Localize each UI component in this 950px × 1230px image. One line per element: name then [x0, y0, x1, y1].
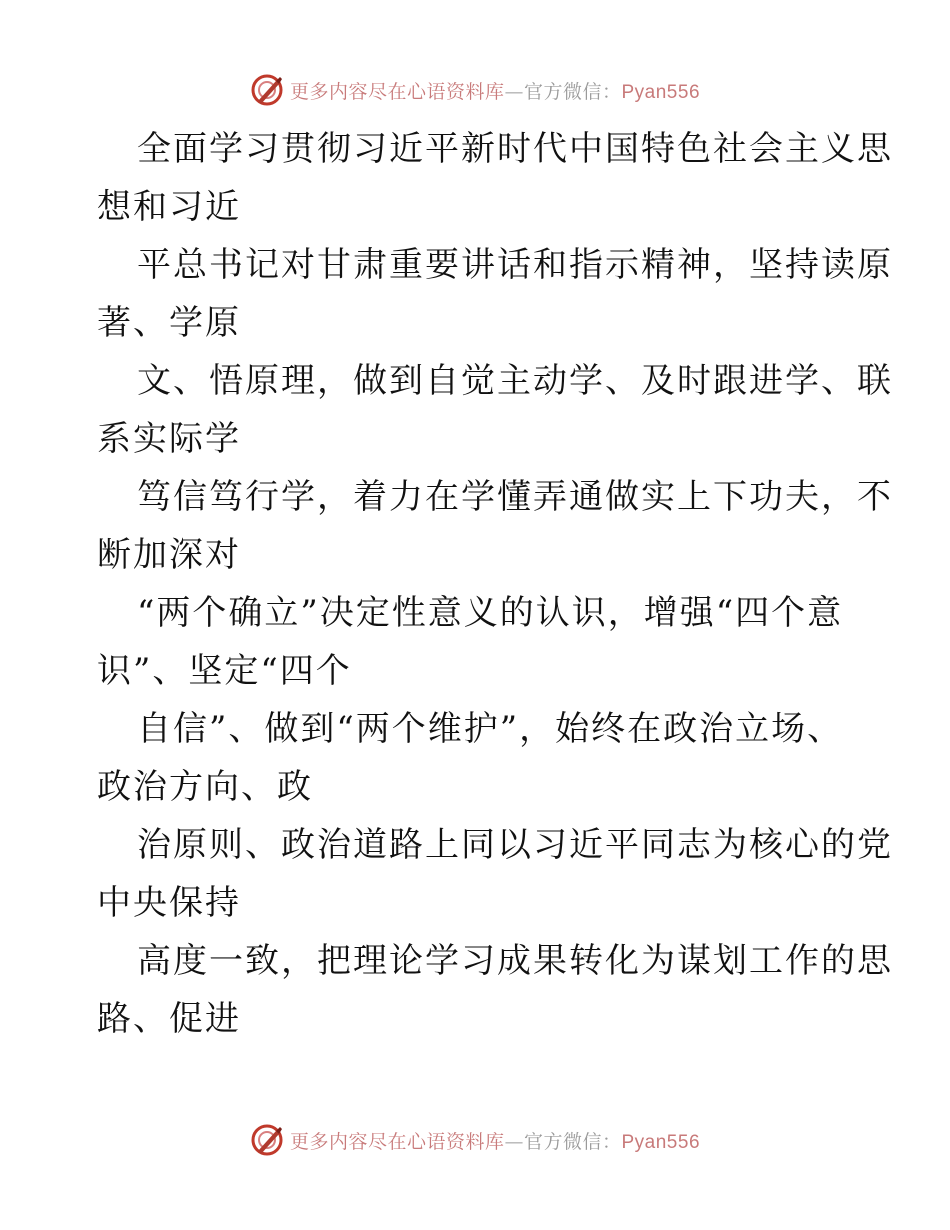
body-line: “两个确立”决定性意义的认识，增强“四个意 [137, 593, 844, 633]
body-line: 中央保持 [97, 883, 241, 923]
body-line: 路、促进 [97, 999, 241, 1039]
body-line: 笃信笃行学，着力在学懂弄通做实上下功夫，不 [137, 477, 893, 517]
body-line: 著、学原 [97, 303, 241, 343]
pen-seal-logo-icon [250, 1123, 284, 1157]
body-line: 文、悟原理，做到自觉主动学、及时跟进学、联 [137, 361, 893, 401]
body-line: 断加深对 [97, 535, 241, 575]
banner-text [290, 1127, 700, 1154]
pen-seal-logo-icon [250, 73, 284, 107]
body-line: 想和习近 [97, 187, 241, 227]
body-line: 系实际学 [97, 419, 241, 459]
banner-text [290, 77, 700, 104]
banner-wechat-label: 官方微信： [523, 80, 622, 103]
body-line: 政治方向、政 [97, 767, 313, 807]
banner-dash: — [504, 80, 524, 103]
body-line: 全面学习贯彻习近平新时代中国特色社会主义思 [137, 129, 893, 169]
body-line: 治原则、政治道路上同以习近平同志为核心的党 [137, 825, 893, 865]
banner-wechat-id: Pyan556 [621, 81, 701, 103]
header-banner [0, 70, 950, 110]
body-line: 自信”、做到“两个维护”，始终在政治立场、 [137, 709, 844, 749]
footer-banner [0, 1120, 950, 1160]
body-line: 识”、坚定“四个 [97, 651, 352, 691]
body-line: 平总书记对甘肃重要讲话和指示精神，坚持读原 [137, 245, 893, 285]
document-body [97, 120, 893, 1048]
banner-slogan: 更多内容尽在心语资料库 [289, 80, 505, 103]
banner-dash: — [504, 1130, 524, 1153]
body-line: 高度一致，把理论学习成果转化为谋划工作的思 [137, 941, 893, 981]
banner-slogan: 更多内容尽在心语资料库 [289, 1130, 505, 1153]
banner-wechat-id: Pyan556 [621, 1131, 701, 1153]
banner-wechat-label: 官方微信： [523, 1130, 622, 1153]
